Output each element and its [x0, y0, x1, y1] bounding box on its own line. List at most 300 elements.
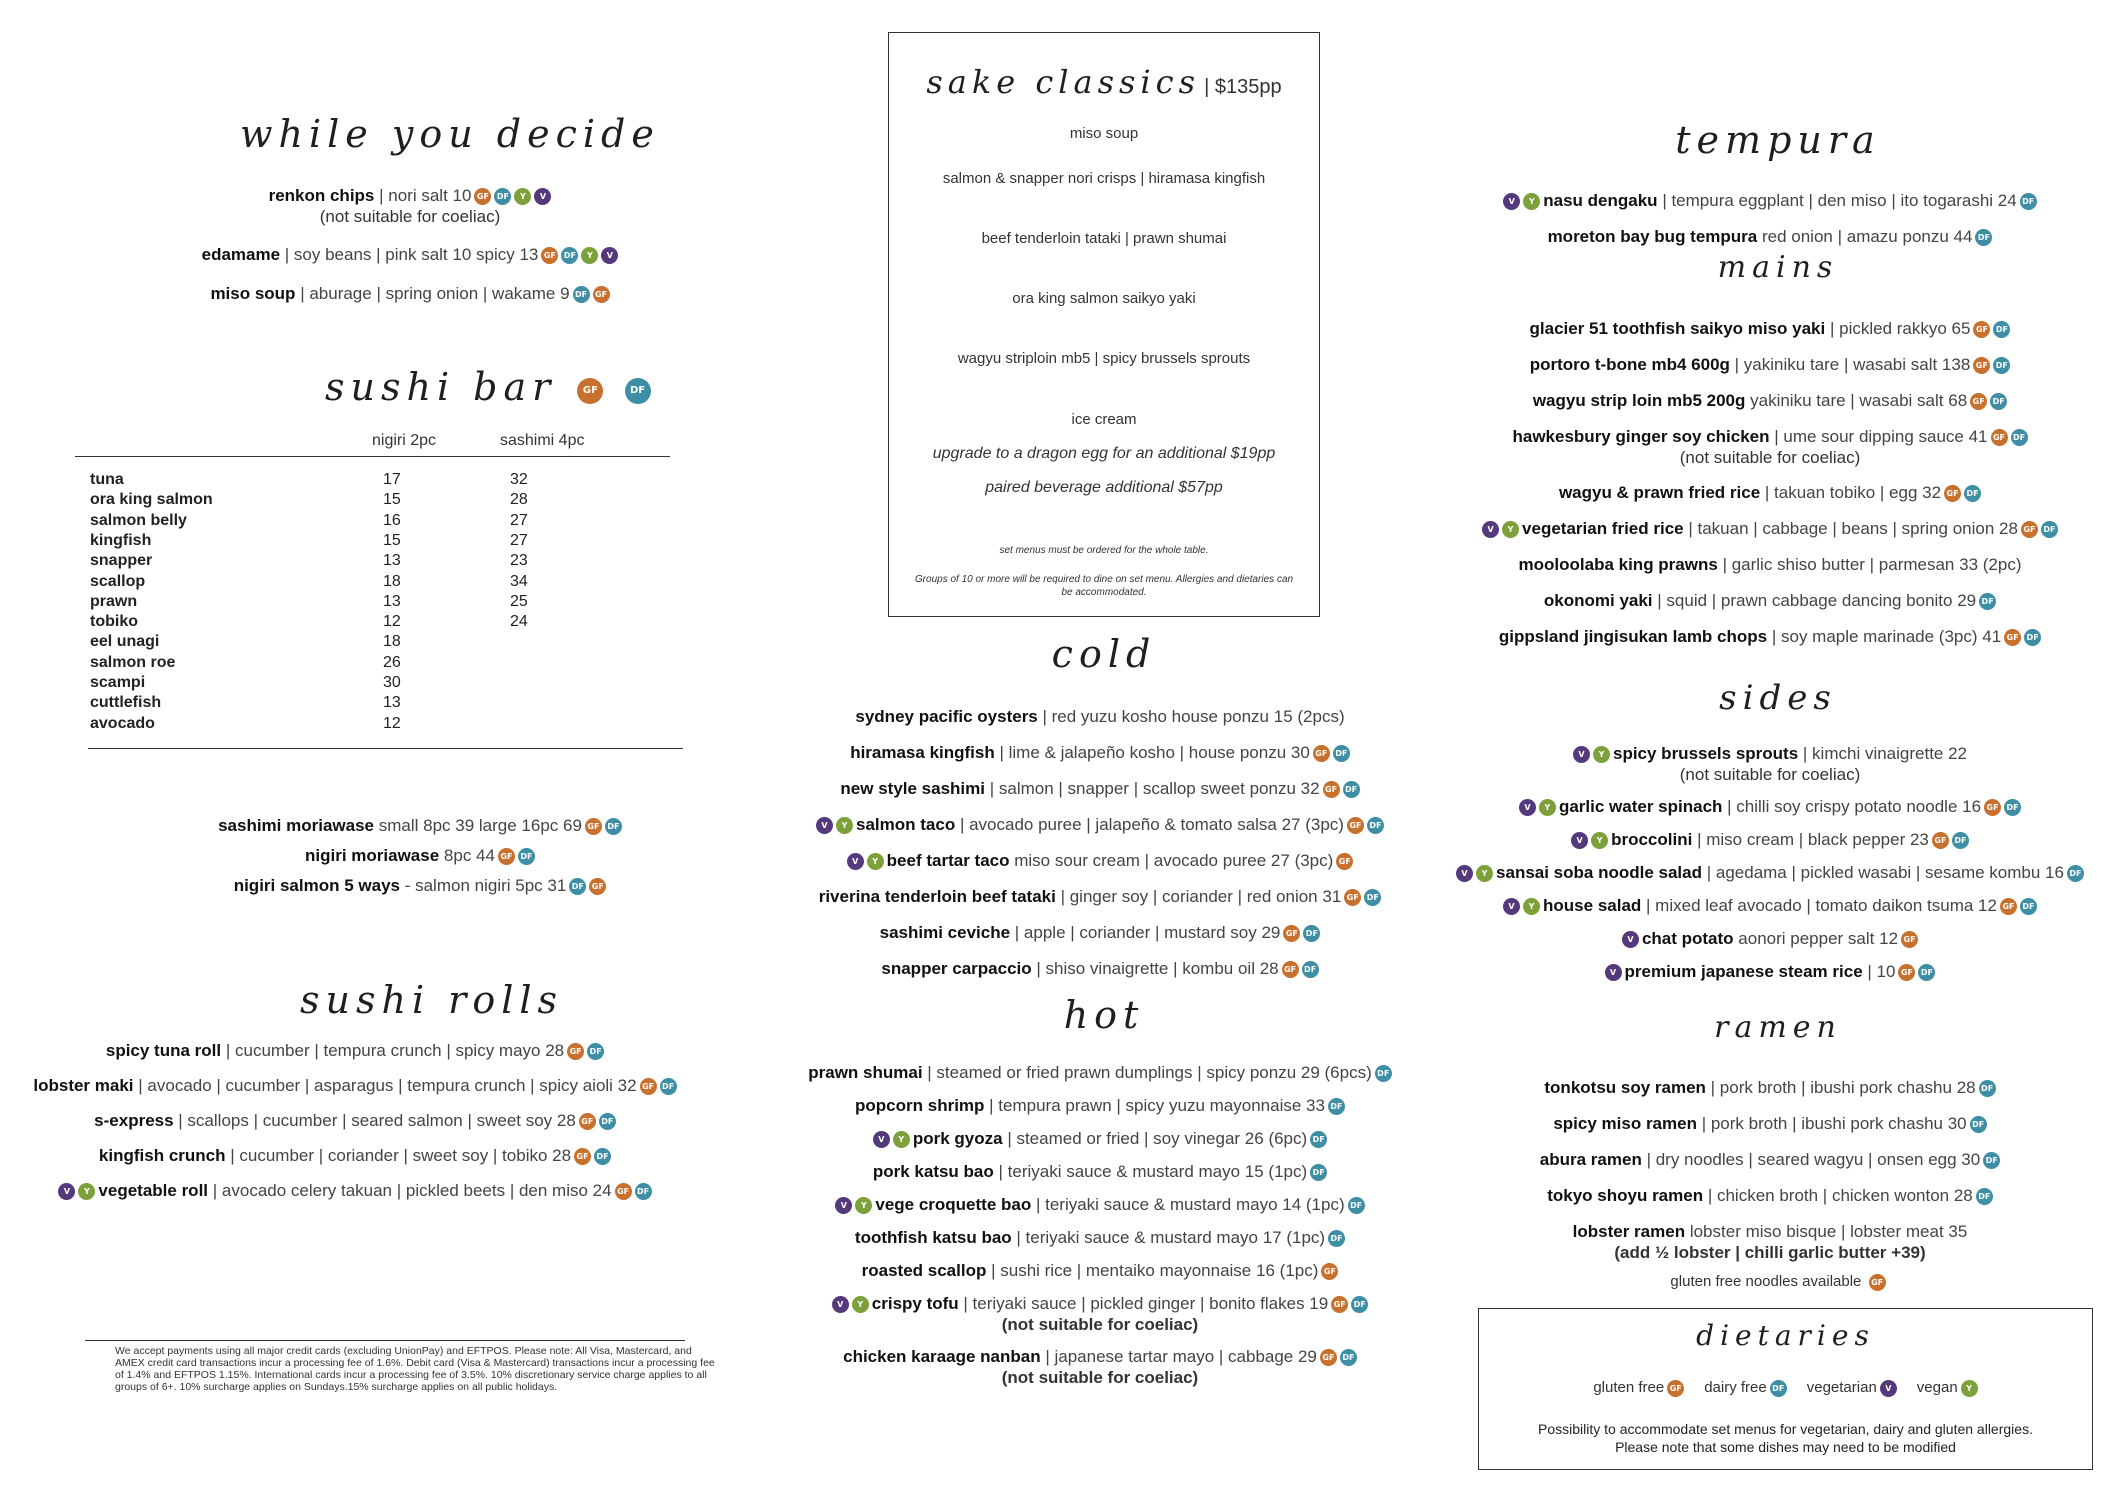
moriawase-list — [165, 815, 675, 905]
menu-item-name: sashimi ceviche — [879, 923, 1011, 942]
dairy-free-icon: DF — [1343, 781, 1360, 798]
vegetarian-icon: V — [534, 188, 551, 205]
menu-item-description: | avocado puree | jalapeño & tomato salsa 27 (3pc) — [959, 815, 1344, 834]
footer-rule — [85, 1340, 685, 1341]
menu-item-name: s-express — [94, 1111, 174, 1130]
dairy-free-icon: DF — [1303, 925, 1320, 942]
menu-item-name: edamame — [201, 245, 281, 264]
dairy-free-icon: DF — [1302, 961, 1319, 978]
vegetarian-icon: V — [835, 1197, 852, 1214]
dairy-free-icon: DF — [1310, 1164, 1327, 1181]
gluten-free-icon: GF — [579, 1113, 596, 1130]
ramen-list — [1440, 1077, 2100, 1277]
gluten-free-icon: GF — [541, 247, 558, 264]
menu-item-description: | soy beans | pink salt 10 spicy 13 — [284, 245, 539, 264]
nigiri-price: 12 — [383, 714, 401, 732]
menu-item — [1440, 426, 2100, 468]
sushi-name: eel unagi — [90, 633, 160, 651]
gluten-free-icon: GF — [1331, 1296, 1348, 1313]
menu-item — [1440, 626, 2100, 648]
vegetarian-icon: V — [1456, 865, 1473, 882]
menu-item — [165, 875, 675, 897]
menu-item — [780, 1293, 1420, 1335]
dairy-free-icon: DF — [1340, 1349, 1357, 1366]
menu-item — [30, 1180, 680, 1202]
vegetarian-icon: V — [1622, 931, 1639, 948]
gluten-free-icon: GF — [1901, 931, 1918, 948]
menu-item-name: hawkesbury ginger soy chicken — [1512, 427, 1770, 446]
menu-item — [30, 1145, 680, 1167]
vegan-icon: Y — [836, 817, 853, 834]
menu-item-name: wagyu & prawn fried rice — [1558, 483, 1761, 502]
menu-item-name: sydney pacific oysters — [855, 707, 1038, 726]
menu-item-description: | takuan tobiko | egg 32 — [1764, 483, 1942, 502]
menu-item-description: | chicken broth | chicken wonton 28 — [1707, 1186, 1973, 1205]
menu-item-name: chicken karaage nanban — [843, 1347, 1041, 1366]
tempura-title: tempura — [1675, 118, 1881, 162]
menu-item-description: | mixed leaf avocado | tomato daikon tsuma 12 — [1646, 896, 1997, 915]
menu-item — [140, 244, 680, 266]
sake-price: | $135pp — [1204, 76, 1282, 98]
menu-item-description: | lime & jalapeño kosho | house ponzu 30 — [999, 743, 1310, 762]
dairy-free-icon: DF — [1979, 593, 1996, 610]
legend-item — [1807, 1379, 1897, 1396]
menu-item-name: salmon taco — [856, 815, 956, 834]
menu-item-description: | teriyaki sauce & mustard mayo 14 (1pc) — [1035, 1195, 1345, 1214]
menu-item-name: riverina tenderloin beef tataki — [818, 887, 1056, 906]
dairy-free-icon: DF — [1964, 485, 1981, 502]
menu-item-description: | teriyaki sauce & mustard mayo 17 (1pc) — [1016, 1228, 1326, 1247]
mains-list — [1440, 318, 2100, 662]
while-items — [140, 185, 680, 322]
vegan-icon: Y — [581, 247, 598, 264]
vegetarian-icon: V — [1571, 832, 1588, 849]
sashimi-price: 32 — [510, 471, 528, 488]
sushi-name: tuna — [90, 471, 124, 488]
menu-item-name: popcorn shrimp — [855, 1096, 985, 1115]
dairy-free-icon: DF — [1375, 1065, 1392, 1082]
menu-item-description: | ume sour dipping sauce 41 — [1774, 427, 1988, 446]
menu-item — [165, 845, 675, 867]
nigiri-price: 13 — [383, 694, 401, 712]
dietaries-title: dietaries — [1696, 1319, 1875, 1352]
menu-item-description: | scallops | cucumber | seared salmon | sweet soy 28 — [178, 1111, 576, 1130]
dairy-free-icon: DF — [635, 1183, 652, 1200]
menu-item-description: | teriyaki sauce | pickled ginger | bonito flakes 19 — [963, 1294, 1329, 1313]
vegan-icon: Y — [893, 1131, 910, 1148]
menu-item-description: | teriyaki sauce & mustard mayo 15 (1pc) — [998, 1162, 1308, 1181]
menu-item-description: | miso cream | black pepper 23 — [1697, 830, 1929, 849]
gluten-free-icon: GF — [2000, 898, 2017, 915]
sashimi-price: 23 — [510, 552, 528, 570]
menu-item-description: | avocado celery takuan | pickled beets | den miso 24 — [212, 1181, 612, 1200]
menu-item — [30, 1075, 680, 1097]
sake-course: ora king salmon saikyo yaki — [1012, 290, 1196, 307]
dietary-legend — [1479, 1379, 2092, 1397]
gluten-free-noodles: gluten free noodles available — [1670, 1273, 1862, 1290]
gluten-free-icon: GF — [1970, 393, 1987, 410]
cold-title: cold — [1051, 632, 1157, 676]
sushi-name: scallop — [90, 572, 146, 590]
nigiri-price: 15 — [383, 531, 401, 549]
menu-item-name: sansai soba noodle salad — [1496, 863, 1702, 882]
menu-item — [1450, 226, 2090, 248]
menu-item-name: moreton bay bug tempura — [1547, 227, 1758, 246]
menu-item — [780, 1194, 1420, 1216]
menu-item — [1440, 862, 2100, 884]
sushi-name: salmon roe — [90, 653, 176, 671]
nigiri-price: 17 — [383, 471, 401, 488]
menu-item-name: miso soup — [210, 284, 296, 303]
menu-item-name: kingfish crunch — [98, 1146, 226, 1165]
vegan-icon: Y — [1502, 521, 1519, 538]
vegan-icon: Y — [78, 1183, 95, 1200]
sake-course: beef tenderloin tataki | prawn shumai — [981, 230, 1227, 247]
menu-item — [780, 1346, 1420, 1388]
menu-item — [1440, 318, 2100, 340]
vegetarian-icon: V — [601, 247, 618, 264]
vegan-icon: Y — [1476, 865, 1493, 882]
sashimi-price: 24 — [510, 613, 528, 631]
dairy-free-icon: DF — [494, 188, 511, 205]
gluten-free-icon: GF — [615, 1183, 632, 1200]
vegetarian-icon: V — [1573, 746, 1590, 763]
sake-course: wagyu striploin mb5 | spicy brussels sprouts — [957, 350, 1251, 367]
vegan-icon: Y — [1593, 746, 1610, 763]
menu-item-description: | apple | coriander | mustard soy 29 — [1014, 923, 1281, 942]
menu-item-description: aonori pepper salt 12 — [1738, 929, 1899, 948]
menu-item — [780, 1161, 1420, 1183]
gluten-free-icon: GF — [1347, 817, 1364, 834]
menu-item-name: gippsland jingisukan lamb chops — [1498, 627, 1768, 646]
dairy-free-icon: DF — [1333, 745, 1350, 762]
sake-note-1: set menus must be ordered for the whole table. — [999, 545, 1209, 556]
menu-item — [1440, 554, 2100, 576]
sushi-name: prawn — [90, 592, 138, 610]
vegan-icon: Y — [867, 853, 884, 870]
sushi-name: ora king salmon — [90, 491, 213, 509]
gluten-free-icon: GF — [640, 1078, 657, 1095]
sashimi-price: 28 — [510, 491, 528, 509]
vegan-icon: Y — [852, 1296, 869, 1313]
sushi-name: tobiko — [90, 613, 138, 631]
menu-item-name: sashimi moriawase — [218, 816, 374, 835]
menu-item-description: small 8pc 39 large 16pc 69 — [378, 816, 582, 835]
menu-item-description: | chilli soy crispy potato noodle 16 — [1727, 797, 1982, 816]
menu-item-description: | steamed or fried | soy vinegar 26 (6pc) — [1007, 1129, 1308, 1148]
menu-item-name: nasu dengaku — [1543, 191, 1658, 210]
sashimi-price: 27 — [510, 511, 528, 529]
nigiri-price: 13 — [383, 592, 401, 610]
menu-item — [1450, 190, 2090, 212]
menu-item-name: chat potato — [1641, 929, 1734, 948]
menu-item — [1440, 390, 2100, 412]
menu-item — [780, 706, 1420, 728]
dairy-free-icon: DF — [2004, 799, 2021, 816]
dairy-free-icon: DF — [587, 1043, 604, 1060]
menu-item-description: | cucumber | tempura crunch | spicy mayo 28 — [225, 1041, 565, 1060]
dairy-free-icon: DF — [1993, 321, 2010, 338]
menu-item-note: (not suitable for coeliac) — [1679, 448, 1861, 467]
menu-item — [1440, 518, 2100, 540]
menu-item — [780, 1260, 1420, 1282]
menu-item — [140, 283, 680, 305]
menu-item-name: tokyo shoyu ramen — [1547, 1186, 1704, 1205]
menu-item-description: | aburage | spring onion | wakame 9 — [300, 284, 570, 303]
nigiri-price: 18 — [383, 633, 401, 651]
menu-item-note: (not suitable for coeliac) — [1001, 1368, 1199, 1387]
dairy-free-icon: DF — [660, 1078, 677, 1095]
col-nigiri-header: nigiri 2pc — [372, 432, 437, 449]
menu-item-description: | soy maple marinade (3pc) 41 — [1771, 627, 2002, 646]
gluten-free-icon: GF — [1282, 961, 1299, 978]
menu-item-name: garlic water spinach — [1558, 797, 1723, 816]
gluten-free-icon: GF — [1336, 853, 1353, 870]
dairy-free-icon: DF — [1993, 357, 2010, 374]
menu-item — [30, 1110, 680, 1132]
dairy-free-icon: DF — [561, 247, 578, 264]
gluten-free-icon: GF — [567, 1043, 584, 1060]
dairy-free-icon: DF — [2020, 193, 2037, 210]
sides-title: sides — [1719, 678, 1837, 718]
menu-item — [780, 1095, 1420, 1117]
menu-item-name: toothfish katsu bao — [854, 1228, 1012, 1247]
sake-upgrade: upgrade to a dragon egg for an additional $19pp — [932, 445, 1276, 462]
sashimi-price: 27 — [510, 531, 528, 549]
hot-title: hot — [1063, 993, 1145, 1037]
menu-item — [1440, 1113, 2100, 1135]
menu-item-description: | garlic shiso butter | parmesan 33 (2pc) — [1722, 555, 2022, 574]
menu-item-name: new style sashimi — [840, 779, 985, 798]
gluten-free-icon: GF — [1344, 889, 1361, 906]
menu-item-name: spicy brussels sprouts — [1612, 744, 1799, 763]
dairy-free-icon: DF — [573, 286, 590, 303]
legend-item — [1704, 1379, 1787, 1396]
menu-item — [1440, 961, 2100, 983]
gluten-free-icon: GF — [498, 848, 515, 865]
sushi-bar-title: sushi bar — [325, 365, 557, 409]
sushi-name: snapper — [90, 552, 153, 570]
sake-course: ice cream — [1071, 411, 1137, 428]
menu-item-description: miso sour cream | avocado puree 27 (3pc) — [1014, 851, 1334, 870]
gluten-free-icon: GF — [1869, 1274, 1886, 1291]
nigiri-price: 12 — [383, 613, 401, 631]
menu-item — [1440, 895, 2100, 917]
menu-item-name: renkon chips — [268, 186, 375, 205]
menu-item — [1440, 796, 2100, 818]
menu-item — [1440, 1221, 2100, 1263]
dairy-free-icon: DF — [518, 848, 535, 865]
menu-item-description: | yakiniku tare | wasabi salt 138 — [1734, 355, 1971, 374]
vegetarian-icon: V — [1880, 1380, 1897, 1397]
gluten-free-icon: GF — [1898, 964, 1915, 981]
gluten-free-icon: GF — [574, 1148, 591, 1165]
menu-item-name: vegetarian fried rice — [1522, 519, 1684, 538]
menu-item — [1440, 928, 2100, 950]
dietaries-box — [1478, 1308, 2093, 1470]
sushi-name: cuttlefish — [90, 694, 162, 712]
vegan-icon: Y — [1523, 898, 1540, 915]
menu-item-name: okonomi yaki — [1543, 591, 1653, 610]
menu-item-description: | japanese tartar mayo | cabbage 29 — [1045, 1347, 1317, 1366]
gluten-free-icon: GF — [1321, 1263, 1338, 1280]
vegetarian-icon: V — [58, 1183, 75, 1200]
menu-item-description: | dry noodles | seared wagyu | onsen egg 30 — [1646, 1150, 1981, 1169]
menu-item-name: mooloolaba king prawns — [1518, 555, 1718, 574]
vegetarian-icon: V — [816, 817, 833, 834]
menu-item-name: portoro t-bone mb4 600g — [1529, 355, 1730, 374]
dairy-free-icon: DF — [2024, 629, 2041, 646]
vegetarian-icon: V — [1482, 521, 1499, 538]
menu-item-note: (not suitable for coeliac) — [319, 207, 501, 226]
gluten-free-icon: GF — [1944, 485, 1961, 502]
menu-item — [780, 1128, 1420, 1150]
menu-item-name: beef tartar taco — [886, 851, 1010, 870]
dairy-free-icon: DF — [2011, 429, 2028, 446]
menu-item-description: | tempura eggplant | den miso | ito togarashi 24 — [1662, 191, 2017, 210]
menu-item-description: | kimchi vinaigrette 22 — [1802, 744, 1968, 763]
gluten-free-icon: GF — [1973, 357, 1990, 374]
menu-item-description: | pork broth | ibushi pork chashu 28 — [1710, 1078, 1976, 1097]
dietaries-note-1: Possibility to accommodate set menus for vegetarian, dairy and gluten allergies. — [1538, 1421, 2033, 1437]
menu-item — [780, 742, 1420, 764]
dairy-free-icon: DF — [594, 1148, 611, 1165]
menu-item-description: 8pc 44 — [443, 846, 495, 865]
menu-item-name: vege croquette bao — [875, 1195, 1032, 1214]
sushi-name: scampi — [90, 674, 146, 691]
menu-item-name: tonkotsu soy ramen — [1544, 1078, 1706, 1097]
sake-course: miso soup — [1069, 125, 1139, 142]
menu-item — [30, 1040, 680, 1062]
menu-item-name: wagyu strip loin mb5 200g — [1532, 391, 1746, 410]
gluten-free-icon: GF — [2021, 521, 2038, 538]
legend-label: gluten free — [1593, 1379, 1665, 1396]
menu-item-description: | steamed or fried prawn dumplings | spicy ponzu 29 (6pcs) — [927, 1063, 1372, 1082]
menu-item-note: (not suitable for coeliac) — [1679, 765, 1861, 784]
legend-label: vegetarian — [1806, 1379, 1877, 1396]
vegetarian-icon: V — [873, 1131, 890, 1148]
dairy-free-icon: DF — [1990, 393, 2007, 410]
dairy-free-icon: DF — [569, 878, 586, 895]
sake-classics-title: sake classics — [926, 63, 1200, 101]
menu-item-name: house salad — [1543, 896, 1642, 915]
gluten-free-icon: GF — [1973, 321, 1990, 338]
gluten-free-icon: GF — [474, 188, 491, 205]
sushi-name: salmon belly — [90, 511, 187, 529]
menu-item-description: | red yuzu kosho house ponzu 15 (2pcs) — [1042, 707, 1345, 726]
vegan-icon: Y — [514, 188, 531, 205]
vegetarian-icon: V — [1605, 964, 1622, 981]
nigiri-price: 15 — [383, 491, 401, 509]
legend-item — [1593, 1379, 1684, 1396]
menu-item — [1440, 1077, 2100, 1099]
gluten-free-icon: GF — [1984, 799, 2001, 816]
dairy-free-icon: DF — [1348, 1197, 1365, 1214]
dairy-free-icon: DF — [605, 818, 622, 835]
dairy-free-icon: DF — [1351, 1296, 1368, 1313]
gluten-free-icon: GF — [1320, 1349, 1337, 1366]
vegan-icon: Y — [1961, 1380, 1978, 1397]
sashimi-price: 34 — [510, 572, 528, 590]
sushi-rolls-title: sushi rolls — [300, 978, 564, 1022]
vegetarian-icon: V — [1503, 898, 1520, 915]
menu-item-description: | pickled rakkyo 65 — [1829, 319, 1971, 338]
menu-item-name: lobster maki — [33, 1076, 134, 1095]
dairy-free-icon: DF — [1364, 889, 1381, 906]
menu-item-name: premium japanese steam rice — [1624, 962, 1863, 981]
menu-item-name: nigiri moriawase — [305, 846, 440, 865]
dairy-free-icon: DF — [1952, 832, 1969, 849]
menu-item-name: lobster ramen — [1572, 1222, 1686, 1241]
sashimi-price: 25 — [510, 592, 528, 610]
menu-item — [1440, 829, 2100, 851]
nigiri-price: 13 — [383, 552, 401, 570]
menu-item-name: nigiri salmon 5 ways — [233, 876, 400, 895]
gluten-free-icon: GF — [1991, 429, 2008, 446]
dairy-free-icon: DF — [2041, 521, 2058, 538]
gluten-free-icon: GF — [2004, 629, 2021, 646]
vegan-icon: Y — [855, 1197, 872, 1214]
vegan-icon: Y — [1591, 832, 1608, 849]
menu-item-name: broccolini — [1611, 830, 1693, 849]
sushi-name: avocado — [90, 714, 155, 732]
menu-item-name: glacier 51 toothfish saikyo miso yaki — [1529, 319, 1826, 338]
menu-item — [780, 922, 1420, 944]
gluten-free-icon: GF — [1667, 1380, 1684, 1397]
nigiri-price: 30 — [383, 674, 401, 691]
hot-list — [780, 1062, 1420, 1399]
menu-item — [1440, 1149, 2100, 1171]
dairy-free-icon: DF — [1328, 1098, 1345, 1115]
menu-item-name: prawn shumai — [808, 1063, 923, 1082]
menu-item-description: | nori salt 10 — [379, 186, 472, 205]
sake-note-2: Groups of 10 or more will be required to dine on set menu. Allergies and dietaries can be accommodated. — [914, 574, 1294, 598]
menu-item-note: (add ½ lobster | chilli garlic butter +39) — [1614, 1243, 1926, 1262]
vegetarian-icon: V — [832, 1296, 849, 1313]
menu-item-description: | agedama | pickled wasabi | sesame kombu 16 — [1706, 863, 2064, 882]
dairy-free-icon: DF — [1310, 1131, 1327, 1148]
dietaries-note-2: Please note that some dishes may need to be modified — [1615, 1439, 1956, 1455]
menu-item — [1440, 1185, 2100, 1207]
menu-item-description: | tempura prawn | spicy yuzu mayonnaise 33 — [989, 1096, 1325, 1115]
dairy-free-icon: DF — [625, 378, 651, 404]
dairy-free-icon: DF — [1367, 817, 1384, 834]
table-top-rule — [75, 456, 670, 457]
sake-classics-box — [888, 32, 1320, 617]
vegan-icon: Y — [1539, 799, 1556, 816]
gluten-free-icon: GF — [1323, 781, 1340, 798]
menu-item — [780, 1062, 1420, 1084]
menu-item — [780, 814, 1420, 836]
menu-item-description: | sushi rice | mentaiko mayonnaise 16 (1pc) — [991, 1261, 1319, 1280]
menu-item — [780, 958, 1420, 980]
menu-item-description: lobster miso bisque | lobster meat 35 — [1689, 1222, 1968, 1241]
legend-label: vegan — [1916, 1379, 1958, 1396]
menu-item-description: | shiso vinaigrette | kombu oil 28 — [1036, 959, 1279, 978]
menu-item-description: | takuan | cabbage | beans | spring onion 28 — [1688, 519, 2018, 538]
ramen-title: ramen — [1714, 1010, 1842, 1045]
gluten-free-icon: GF — [1313, 745, 1330, 762]
while-you-decide-title: while you decide — [240, 112, 660, 156]
legend-label: dairy free — [1704, 1379, 1767, 1396]
menu-item — [780, 778, 1420, 800]
gluten-free-icon: GF — [585, 818, 602, 835]
menu-item — [1440, 482, 2100, 504]
menu-item-description: | avocado | cucumber | asparagus | tempura crunch | spicy aioli 32 — [138, 1076, 637, 1095]
col-sashimi-header: sashimi 4pc — [500, 432, 585, 449]
vegetarian-icon: V — [847, 853, 864, 870]
menu-item-description: | 10 — [1867, 962, 1896, 981]
